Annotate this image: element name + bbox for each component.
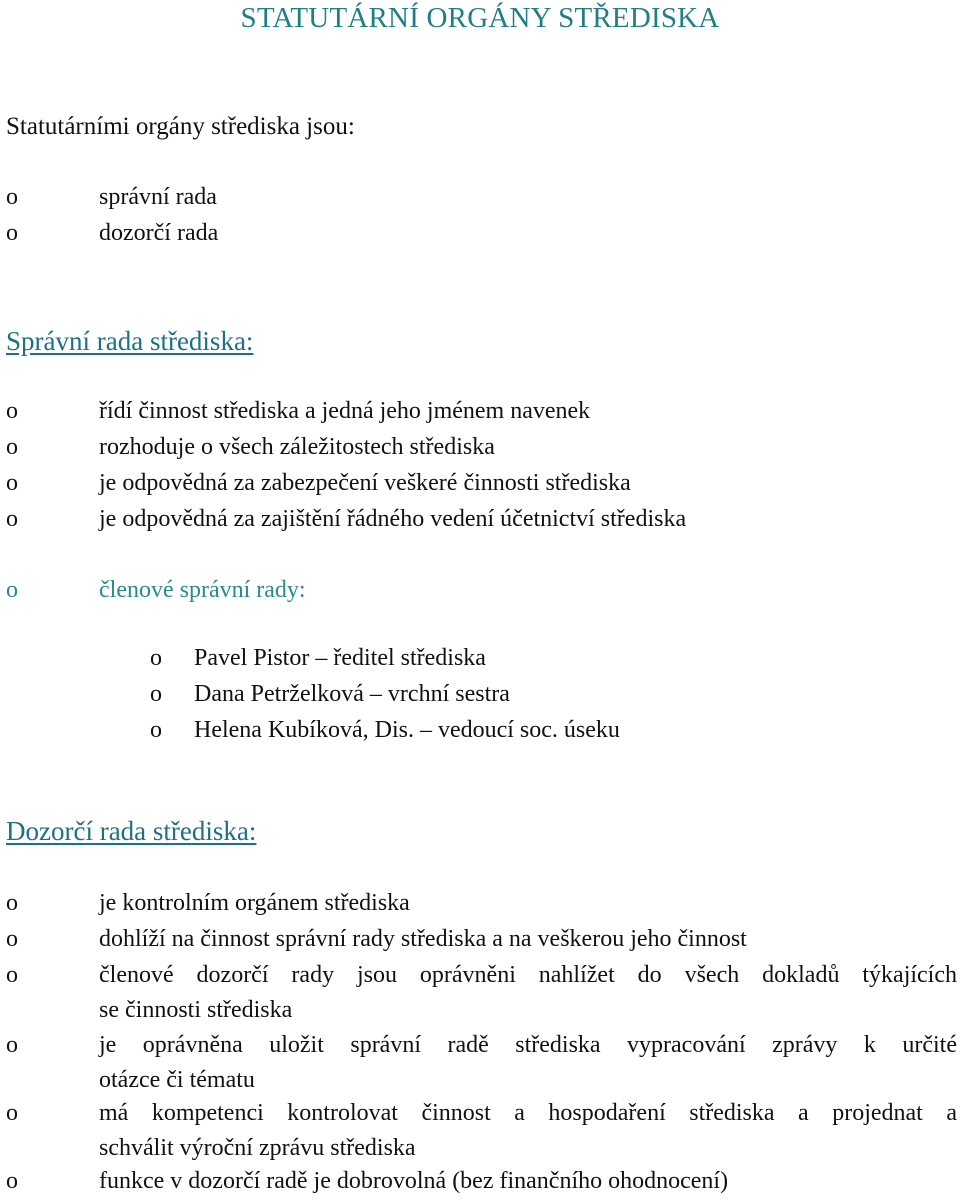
list-bullet: o: [6, 577, 18, 603]
section-heading-dozorci: Dozorčí rada střediska:: [6, 816, 257, 846]
list-item-dozorci-continuation: schválit výroční zprávu střediska: [99, 1135, 416, 1161]
list-bullet: o: [6, 926, 18, 952]
list-item-sprava: řídí činnost střediska a jedná jeho jménem navenek: [99, 398, 591, 424]
sublist-bullet: o: [150, 681, 162, 707]
member-item: Pavel Pistor – ředitel střediska: [194, 645, 486, 671]
list-item-dozorci: je kontrolním orgánem střediska: [99, 890, 410, 916]
list-item-sprava: je odpovědná za zajištění řádného vedení účetnictví střediska: [99, 506, 687, 532]
list-item-dozorci: dohlíží na činnost správní rady střediska a na veškerou jeho činnost: [99, 926, 747, 952]
list-bullet: o: [6, 962, 18, 988]
list-bullet: o: [6, 1100, 18, 1126]
document-title: STATUTÁRNÍ ORGÁNY STŘEDISKA: [240, 2, 720, 34]
list-bullet: o: [6, 890, 18, 916]
list-bullet: o: [6, 220, 18, 246]
intro-text: Statutárními orgány střediska jsou:: [6, 113, 355, 140]
section-heading-sprava: Správní rada střediska:: [6, 326, 254, 356]
members-label: členové správní rady:: [99, 577, 306, 603]
list-item-organ: správní rada: [99, 184, 217, 210]
list-bullet: o: [6, 1032, 18, 1058]
list-bullet: o: [6, 506, 18, 532]
sublist-bullet: o: [150, 717, 162, 743]
list-item-sprava: je odpovědná za zabezpečení veškeré činnosti střediska: [99, 470, 631, 496]
list-bullet: o: [6, 1168, 18, 1194]
member-item: Helena Kubíková, Dis. – vedoucí soc. úseku: [194, 717, 620, 743]
list-item-dozorci-continuation: se činnosti střediska: [99, 997, 293, 1023]
list-item-dozorci: funkce v dozorčí radě je dobrovolná (bez finančního ohodnocení): [99, 1168, 729, 1194]
list-bullet: o: [6, 398, 18, 424]
list-bullet: o: [6, 434, 18, 460]
list-item-dozorci: je oprávněna uložit správní radě střediska vypracování zprávy k určité: [99, 1032, 957, 1058]
list-item-dozorci-continuation: otázce či tématu: [99, 1067, 255, 1093]
list-bullet: o: [6, 470, 18, 496]
sublist-bullet: o: [150, 645, 162, 671]
list-item-sprava: rozhoduje o všech záležitostech střediska: [99, 434, 495, 460]
list-item-dozorci: členové dozorčí rady jsou oprávněni nahlížet do všech dokladů týkajících: [99, 962, 957, 988]
list-item-organ: dozorčí rada: [99, 220, 219, 246]
list-item-dozorci: má kompetenci kontrolovat činnost a hospodaření střediska a projednat a: [99, 1100, 957, 1126]
member-item: Dana Petrželková – vrchní sestra: [194, 681, 510, 707]
list-bullet: o: [6, 184, 18, 210]
